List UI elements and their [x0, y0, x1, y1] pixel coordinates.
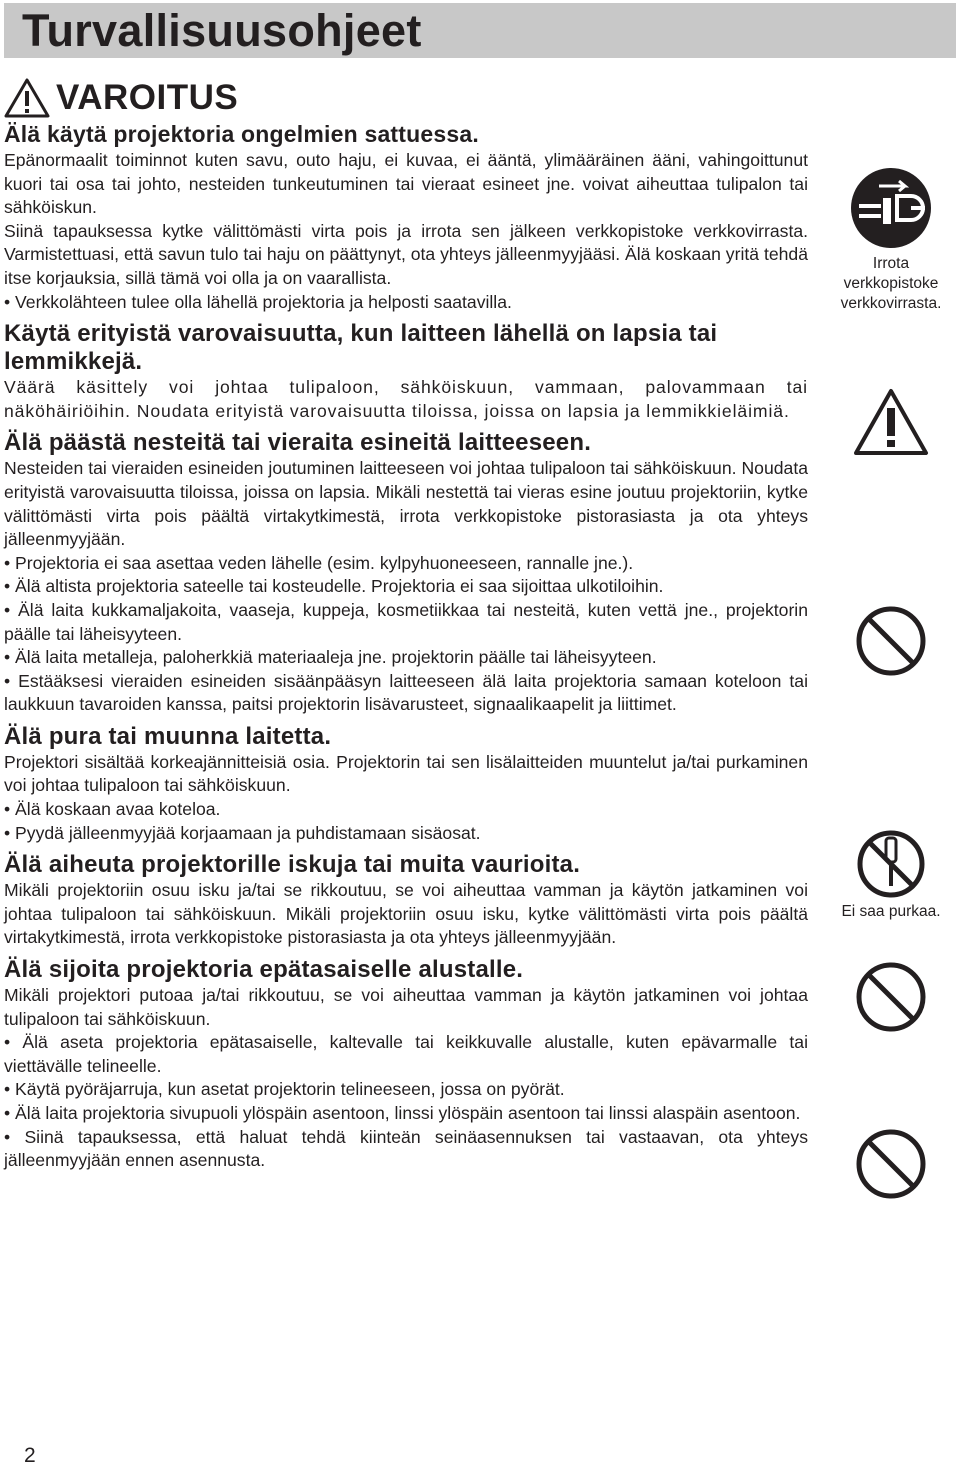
section-heading: Käytä erityistä varovaisuutta, kun laitteen lähellä on lapsia tai lemmikkejä.	[4, 320, 718, 376]
no-disassemble-icon	[855, 828, 927, 900]
section-paragraph: Siinä tapauksessa kytke välittömästi virta pois ja irrota sen jälkeen verkkopistoke verkkovirrasta. Varmistettuasi, että savun tulo tai haju on päättynyt, ota yhteys jälleenmyyjääsi. Älä koskaan yritä tehdä itse korjauksia, sillä tämä voi olla ja on vaarallista.	[4, 220, 808, 288]
section-paragraph: Epänormaalit toiminnot kuten savu, outo haju, ei kuvaa, ei ääntä, ylimääräinen ääni, vahingoittunut kuori tai osa tai johto, nesteiden tunkeutuminen tai vieraat esineet jne. voivat aiheuttaa tulipalon tai sähköiskun.	[4, 150, 808, 218]
unplug-icon	[849, 166, 933, 250]
section-children	[4, 320, 808, 423]
unplug-notice	[826, 166, 956, 314]
bullet-item: • Älä aseta projektoria epätasaiselle, kaltevalle tai keikkuvalle alustalle, kuten epävarmalle tai viettävälle telineelle.	[4, 1032, 808, 1076]
section-heading: Älä aiheuta projektorille iskuja tai muita vaurioita.	[4, 851, 581, 879]
bullet-item: • Pyydä jälleenmyyjää korjaamaan ja puhdistamaan sisäosat.	[4, 822, 481, 843]
unplug-caption: Irrota verkkopistoke verkkovirrasta.	[840, 255, 942, 312]
prohibition-notice-impact	[826, 960, 956, 1034]
safety-content	[4, 120, 808, 1179]
warning-label: VAROITUS	[56, 78, 239, 117]
page-title: Turvallisuusohjeet	[22, 5, 422, 56]
prohibition-icon	[854, 604, 928, 678]
no-disassemble-notice	[826, 828, 956, 922]
page-number: 2	[24, 1444, 36, 1467]
prohibition-notice-liquids	[826, 604, 956, 678]
section-heading: Älä käytä projektoria ongelmien sattuessa.	[4, 121, 479, 147]
section-paragraph: Mikäli projektori putoaa ja/tai rikkoutuu, se voi aiheuttaa vamman ja käytön jatkaminen voi johtaa tulipaloon tai sähköiskuun.	[4, 985, 808, 1029]
section-liquids	[4, 429, 808, 717]
caution-triangle-icon	[853, 388, 929, 456]
bullet-item: • Siinä tapauksessa, että haluat tehdä kiinteän seinäasennuksen tai vastaavan, ota yhteys jälleenmyyjään ennen asennusta.	[4, 1126, 808, 1171]
section-heading: Älä sijoita projektoria epätasaiselle alustalle.	[4, 956, 524, 984]
caution-notice	[826, 388, 956, 456]
section-paragraph: Väärä käsittely voi johtaa tulipaloon, sähköiskuun, vammaan, palovammaan tai näköhäiriöihin. Noudata erityistä varovaisuutta tiloissa, joissa on lapsia ja lemmikkieläimiä.	[4, 377, 808, 421]
prohibition-icon	[854, 1127, 928, 1201]
section-malfunction	[4, 120, 808, 314]
bullet-item: • Projektoria ei saa asettaa veden lähelle (esim. kylpyhuoneeseen, rannalle jne.).	[4, 552, 634, 573]
warning-triangle-icon	[4, 78, 50, 118]
bullet-item: • Älä laita metalleja, paloherkkiä materiaaleja jne. projektorin päälle tai läheisyyteen.	[4, 647, 657, 668]
bullet-item: • Älä koskaan avaa koteloa.	[4, 799, 221, 820]
prohibition-notice-surface	[826, 1127, 956, 1201]
prohibition-icon	[854, 960, 928, 1034]
bullet-item: • Älä laita kukkamaljakoita, vaaseja, kuppeja, kosmetiikkaa tai nesteitä, kuten vettä jne., projektorin päälle tai läheisyyteen.	[4, 599, 808, 644]
bullet-item: • Käytä pyöräjarruja, kun asetat projektorin telineeseen, jossa on pyörät.	[4, 1079, 565, 1100]
section-heading: Älä päästä nesteitä tai vieraita esineitä laitteeseen.	[4, 429, 592, 457]
bullet-item: • Estääksesi vieraiden esineiden sisäänpääsyn laitteeseen älä laita projektoria samaan koteloon tai laukkuun tavaroiden kanssa, paitsi projektorin lisävarusteet, signaalikaapelit ja liittimet.	[4, 670, 808, 715]
bullet-item: • Älä altista projektoria sateelle tai kosteudelle. Projektoria ei saa sijoittaa ulkotiloihin.	[4, 576, 664, 597]
section-paragraph: Mikäli projektoriin osuu isku ja/tai se rikkoutuu, se voi aiheuttaa vamman ja käytön jatkaminen voi johtaa tulipaloon tai sähköiskuun. Mikäli projektoriin osuu isku, kytke välittömästi virta pois päältä virtakytkimestä, irrota verkkopistoke pistorasiasta ja ota yhteys jälleenmyyjään.	[4, 880, 808, 948]
section-heading: Älä pura tai muunna laitetta.	[4, 722, 332, 750]
section-paragraph: Nesteiden tai vieraiden esineiden joutuminen laitteeseen voi johtaa tulipaloon tai sähköiskuun. Noudata erityistä varovaisuutta tiloissa, joissa on lapsia. Mikäli nestettä tai vieras esine joutuu projektoriin, kytke välittömästi virta pois päältä virtakytkimestä, irrota verkkopistoke pistorasiasta ja ota yhteys jälleenmyyjään.	[4, 458, 808, 550]
warning-header	[4, 78, 238, 118]
section-impact	[4, 851, 808, 950]
bullet-item: • Verkkolähteen tulee olla lähellä projektoria ja helposti saatavilla.	[4, 291, 512, 312]
bullet-item: • Älä laita projektoria sivupuoli ylöspäin asentoon, linssi ylöspäin asentoon tai linssi alaspäin asentoon.	[4, 1103, 801, 1123]
no-disassemble-caption: Ei saa purkaa.	[841, 903, 941, 920]
section-paragraph: Projektori sisältää korkeajännitteisiä osia. Projektorin tai sen lisälaitteiden muuntelut ja/tai purkaminen voi johtaa tulipaloon tai sähköiskuun.	[4, 751, 808, 796]
section-disassemble	[4, 723, 808, 845]
title-bar	[4, 3, 956, 58]
section-unstable-surface	[4, 956, 808, 1173]
